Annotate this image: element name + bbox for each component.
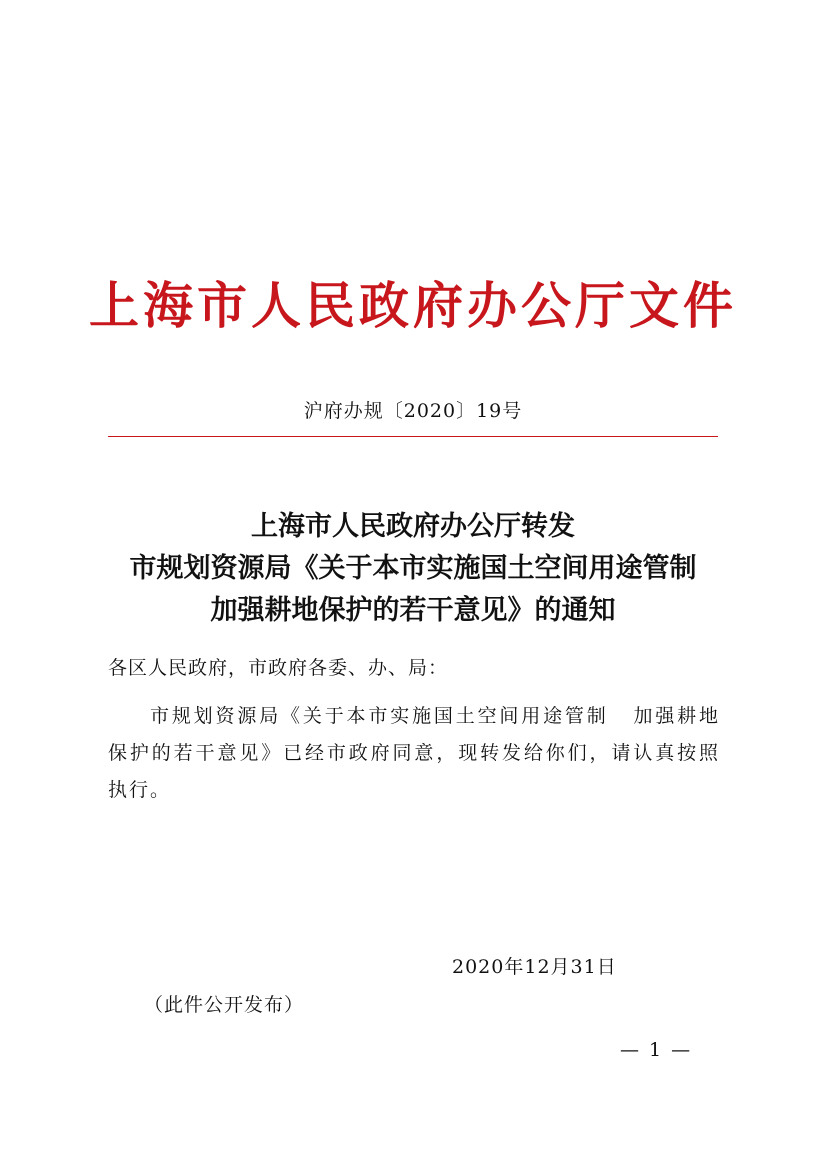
title-line-3: 加强耕地保护的若干意见》的通知 — [210, 595, 616, 626]
document-title — [0, 506, 826, 632]
body-line-3: 执行。 — [108, 779, 172, 801]
publication-note: （此件公开发布） — [144, 994, 305, 1016]
body-line-1-part-1: 市规划资源局《关于本市实施国土空间用途管制 — [150, 705, 609, 727]
salutation: 各区人民政府，市政府各委、办、局： — [108, 657, 449, 679]
issue-date: 2020年12月31日 — [452, 956, 617, 978]
document-number: 沪府办规〔2020〕19号 — [303, 400, 523, 422]
title-line-2: 市规划资源局《关于本市实施国土空间用途管制 — [129, 553, 697, 584]
title-line-1: 上海市人民政府办公厅转发 — [251, 511, 575, 542]
body-paragraph — [108, 698, 718, 809]
body-line-1 — [108, 698, 718, 735]
red-divider-line — [108, 436, 718, 437]
body-line-1-part-2: 加强耕地 — [630, 705, 718, 727]
document-masthead: 上海市人民政府办公厅文件 — [89, 276, 737, 335]
page-number: — 1 — — [620, 1039, 693, 1061]
body-line-2: 保护的若干意见》已经市政府同意，现转发给你们，请认真按照 — [108, 742, 718, 764]
